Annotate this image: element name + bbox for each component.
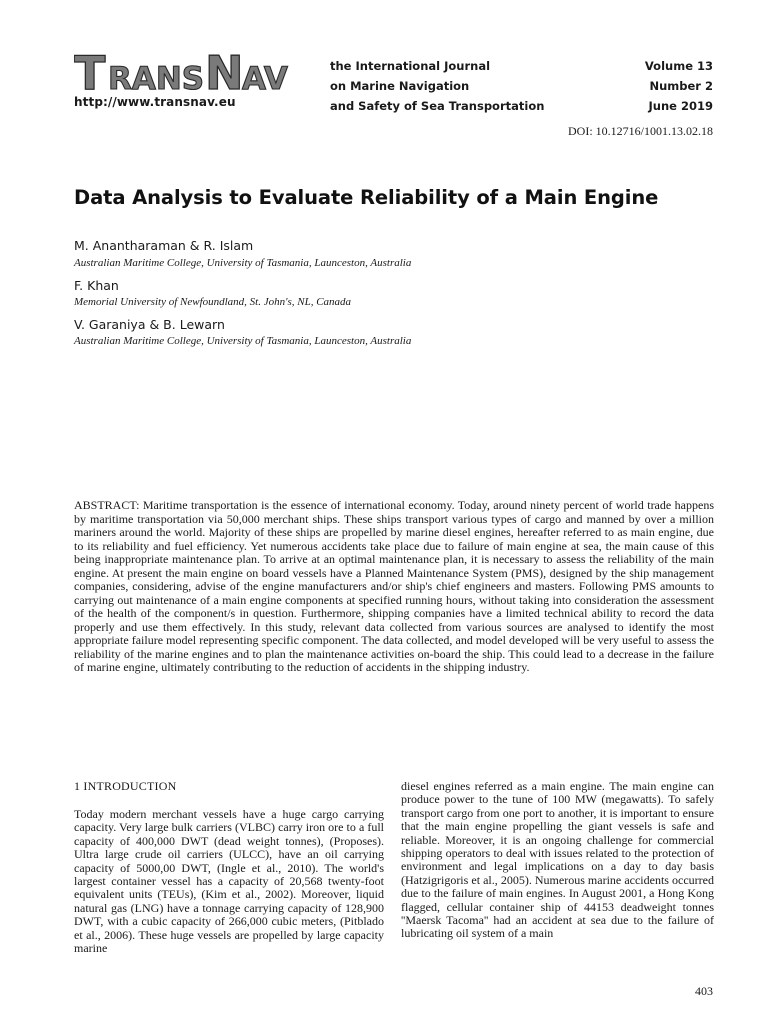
author-affiliation: Memorial University of Newfoundland, St. John's, NL, Canada bbox=[74, 296, 352, 308]
intro-text-left-column: Today modern merchant vessels have a huge cargo carrying capacity. Very large bulk carriers (VLBC) carry iron ore to a full capacity of 400,000 DWT (dead weight tonnes), (Proposes). Ultra large crude oil carriers (ULCC), have an oil carrying capacity of 5000,00 DWT, (Ingle et al., 2010). The world's largest container vessel has a capacity of 20,568 twenty-foot equivalent units (TEUs), (Kim et al., 2002). Moreover, liquid natural gas (LNG) have a tonnage carrying capacity of 128,900 DWT, with a cubic capacity of 266,000 cubic meters, (Pitblado et al., 2006). These huge vessels are propelled by large capacity marine bbox=[74, 807, 384, 956]
number-label: Number 2 bbox=[649, 79, 713, 93]
page-number: 403 bbox=[695, 984, 713, 998]
logo-letter-t: T bbox=[74, 48, 106, 94]
author-names: M. Anantharaman & R. Islam bbox=[74, 238, 254, 253]
issue-info bbox=[645, 56, 713, 116]
intro-text-right-column: diesel engines referred as a main engine. The main engine can produce power to the tune of 100 MW (megawatts). To safely transport cargo from one port to another, it is important to ensure that the main engine propelling the giant vessels is safe and reliable. Moreover, it is an ongoing challenge for commercial shipping operators to deal with issues related to the protection of environment and legal implications on a day to day basis (Hatzigrigoris et al., 2005). Numerous marine accidents occurred due to the failure of main engines. In August 2001, a Hong Kong flagged, cellular container ship of 44153 deadweight tonnes ''Maersk Tacoma'' had an accident at sea due to the failure of lubricating oil system of a main bbox=[401, 779, 714, 941]
abstract-text: ABSTRACT: Maritime transportation is the essence of international economy. Today, around ninety percent of world trade happens by maritime transportation via 50,000 merchant ships. These ships transport various types of cargo and manned by over a million mariners around the world. Majority of these ships are propelled by marine diesel engines, hereafter referred to as main engine, due to its reliability and fuel efficiency. Yet numerous accidents take place due to failure of main engine at sea, the main cause of this being inappropriate maintenance plan. To arrive at an optimal maintenance plan, it is necessary to assess the reliability of the main engine. At present the main engine on board vessels have a Planned Maintenance System (PMS), designed by the ship management companies, considering, advise of the engine manufacturers and/or ship's chief engineers and masters. Following PMS amounts to carrying out maintenance of a main engine components at specified running hours, without taking into consideration the assessment of the health of the component/s in question. Furthermore, shipping companies have a limited technical ability to record the data properly and use them effectively. In this study, relevant data collected from various sources are analysed to identify the most appropriate failure model representing specific component. The data collected, and model developed will be very useful to assess the reliability of the marine engines and to plan the maintenance activities on-board the ship. This could lead to a decrease in the failure of marine engine, ultimately contributing to the reduction of accidents in the shipping industry. bbox=[74, 498, 714, 674]
author-affiliation: Australian Maritime College, University of Tasmania, Launceston, Australia bbox=[74, 257, 412, 269]
logo-letters-av: AV bbox=[242, 61, 288, 94]
logo-letters-rans: RANS bbox=[108, 61, 205, 94]
journal-name-line: the International Journal bbox=[330, 59, 491, 73]
journal-url-link[interactable]: http://www.transnav.eu bbox=[74, 95, 236, 109]
logo-letter-n: N bbox=[205, 48, 244, 94]
section-heading: 1 INTRODUCTION bbox=[74, 779, 177, 793]
author-names: V. Garaniya & B. Lewarn bbox=[74, 317, 225, 332]
issue-date: June 2019 bbox=[648, 99, 713, 113]
journal-name-line: and Safety of Sea Transportation bbox=[330, 99, 545, 113]
journal-name-line: on Marine Navigation bbox=[330, 79, 470, 93]
author-affiliation: Australian Maritime College, University of Tasmania, Launceston, Australia bbox=[74, 335, 412, 347]
author-names: F. Khan bbox=[74, 278, 119, 293]
journal-logo bbox=[74, 48, 324, 113]
paper-title: Data Analysis to Evaluate Reliability of a Main Engine bbox=[74, 186, 659, 209]
journal-name bbox=[330, 56, 544, 116]
transnav-logo bbox=[74, 48, 324, 94]
doi-link[interactable]: DOI: 10.12716/1001.13.02.18 bbox=[568, 124, 713, 138]
volume-label: Volume 13 bbox=[644, 59, 713, 73]
